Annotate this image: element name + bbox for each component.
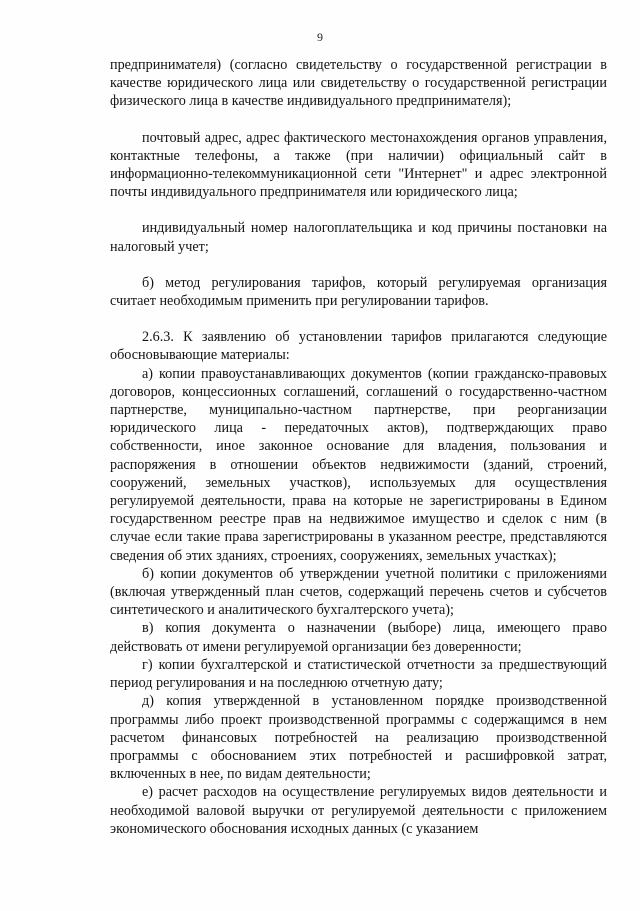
page-number: 9: [317, 30, 323, 44]
paragraph-item-e: е) расчет расходов на осуществление регулируемых видов деятельности и необходимой валовой выручки от регулируемой деятельности с приложением экономического обоснования исходных данных (с указанием: [110, 784, 607, 837]
paragraph-section-2-6-3: 2.6.3. К заявлению об установлении тарифов прилагаются следующие обосновывающие материалы:: [110, 329, 607, 364]
paragraph-item-b: б) копии документов об утверждении учетной политики с приложениями (включая утвержденный план счетов, содержащий перечень счетов и субсчетов синтетического и аналитического бухгалтерского учета);: [110, 565, 607, 619]
paragraph-registration-continuation: предпринимателя) (согласно свидетельству о государственной регистрации в качестве юридического лица или свидетельству о государственной регистрации физического лица в качестве индивидуального предпринимателя);: [110, 57, 607, 110]
paragraph-item-v: в) копия документа о назначении (выборе) лица, имеющего право действовать от имени регулируемой организации без доверенности;: [110, 620, 607, 655]
paragraph-item-g: г) копии бухгалтерской и статистической отчетности за предшествующий период регулирования и на последнюю отчетную дату;: [110, 656, 607, 692]
paragraph-item-d: д) копия утвержденной в установленном порядке производственной программы либо проект производственной программы с содержащимся в нем расчетом финансовых потребностей на реализацию производственной программы с обоснованием этих потребностей и расшифровкой затрат, включенных в нее, по видам деятельности;: [110, 693, 607, 783]
paragraph-postal-address: почтовый адрес, адрес фактического местонахождения органов управления, контактные телефоны, а также (при наличии) официальный сайт в информационно-телекоммуникационной сети "Интернет" и адрес электронной почты индивидуального предпринимателя или юридического лица;: [110, 129, 607, 201]
paragraph-item-a: а) копии правоустанавливающих документов (копии гражданско-правовых договоров, концессионных соглашений, соглашений о государственно-частном партнерстве, муниципально-частном партнерстве, при реорганизации юридического лица - передаточных актов), подтверждающих право собственности, иное законное основание для владения, пользования и распоряжения в отношении объектов недвижимости (зданий, строений, сооружений, земельных участков), используемых для осуществления регулируемой деятельности, права на которые не зарегистрированы в Едином государственном реестре прав на недвижимое имущество и сделок с ним (в случае если такие права зарегистрированы в указанном реестре, представляются сведения об этих зданиях, строениях, сооружениях, земельных участках);: [110, 365, 607, 564]
paragraph-tariff-method: б) метод регулирования тарифов, который регулируемая организация считает необходимым применить при регулировании тарифов.: [110, 274, 607, 310]
document-body: [110, 56, 607, 838]
paragraph-taxpayer-number: индивидуальный номер налогоплательщика и код причины постановки на налоговый учет;: [110, 220, 607, 255]
